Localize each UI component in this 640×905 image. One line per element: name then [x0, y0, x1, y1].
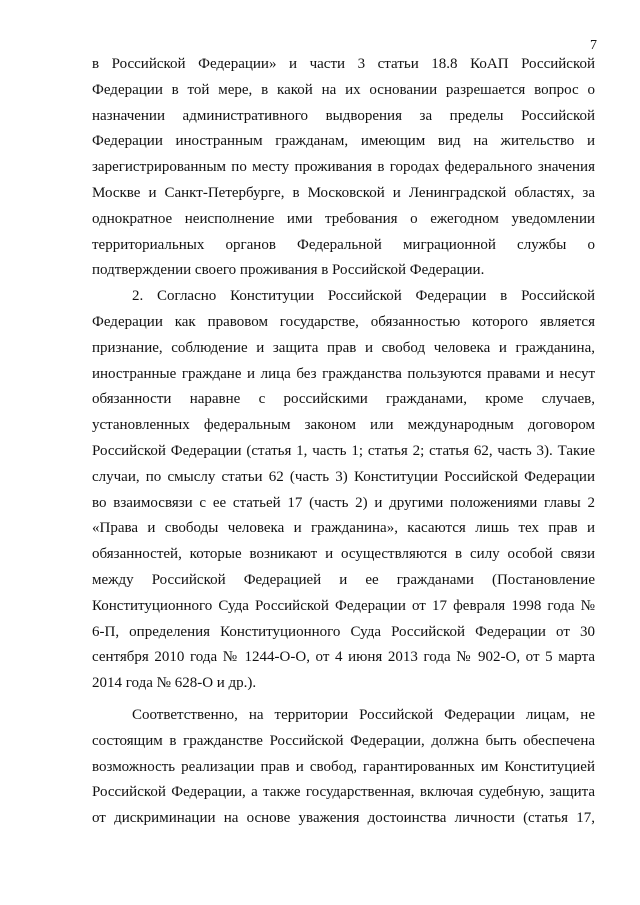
text-line: сентября 2010 года № 1244-О-О, от 4 июня 2013 года № 902-О, от 5 марта — [92, 649, 595, 666]
text-line: признание, соблюдение и защита прав и свобод человека и гражданина, — [92, 339, 595, 356]
document-body — [92, 52, 595, 832]
text-line: Соответственно, на территории Российской Федерации лицам, не — [132, 706, 595, 723]
text-line: во взаимосвязи с ее статьей 17 (часть 2) и другими положениями главы 2 — [92, 494, 595, 511]
text-line: Российской Федерации, а также государственная, включая судебную, защита — [92, 784, 595, 801]
text-line: установленных федеральным законом или международным договором — [92, 417, 595, 434]
text-line: Федерации как правовом государстве, обязанностью которого является — [92, 313, 595, 330]
text-line: Конституционного Суда Российской Федерации от 17 февраля 1998 года № — [92, 597, 595, 614]
text-line: между Российской Федерацией и ее гражданами (Постановление — [92, 571, 595, 588]
text-line: иностранные граждане и лица без гражданства пользуются правами и несут — [92, 365, 595, 382]
text-line: назначении административного выдворения за пределы Российской — [92, 107, 595, 124]
text-line: подтверждении своего проживания в Российской Федерации. — [92, 262, 485, 279]
text-line: территориальных органов Федеральной миграционной службы о — [92, 236, 595, 253]
text-line: в Российской Федерации» и части 3 статьи 18.8 КоАП Российской — [92, 56, 595, 72]
text-line: Федерации в той мере, в какой на их основании разрешается вопрос о — [92, 81, 595, 98]
text-line: Москве и Санкт-Петербурге, в Московской и Ленинградской областях, за — [92, 184, 595, 201]
text-line: 2014 года № 628-О и др.). — [92, 675, 257, 692]
text-line: 6-П, определения Конституционного Суда Российской Федерации от 30 — [92, 623, 595, 640]
text-line: «Права и свободы человека и гражданина», касаются лишь тех прав и — [92, 520, 595, 537]
text-line: однократное неисполнение ими требования о ежегодном уведомлении — [92, 210, 595, 227]
text-line: состоящим в гражданстве Российской Федерации, должна быть обеспечена — [92, 732, 595, 749]
text-line: случаи, по смыслу статьи 62 (часть 3) Конституции Российской Федерации — [92, 468, 595, 485]
text-line: возможность реализации прав и свобод, гарантированных им Конституцией — [92, 758, 595, 775]
text-line: зарегистрированным по месту проживания в городах федерального значения — [92, 159, 595, 176]
text-line: 2. Согласно Конституции Российской Федерации в Российской — [132, 288, 595, 305]
text-line: от дискриминации на основе уважения достоинства личности (статья 17, — [92, 810, 595, 827]
text-line: обязанностей, которые возникают и осуществляются в силу особой связи — [92, 546, 595, 563]
text-line: обязанности наравне с российскими гражданами, кроме случаев, — [92, 391, 595, 408]
text-line: Федерации иностранным гражданам, имеющим вид на жительство и — [92, 133, 595, 150]
page-number: 7 — [590, 38, 597, 53]
text-line: Российской Федерации (статья 1, часть 1; статья 2; статья 62, часть 3). Такие — [92, 442, 595, 459]
